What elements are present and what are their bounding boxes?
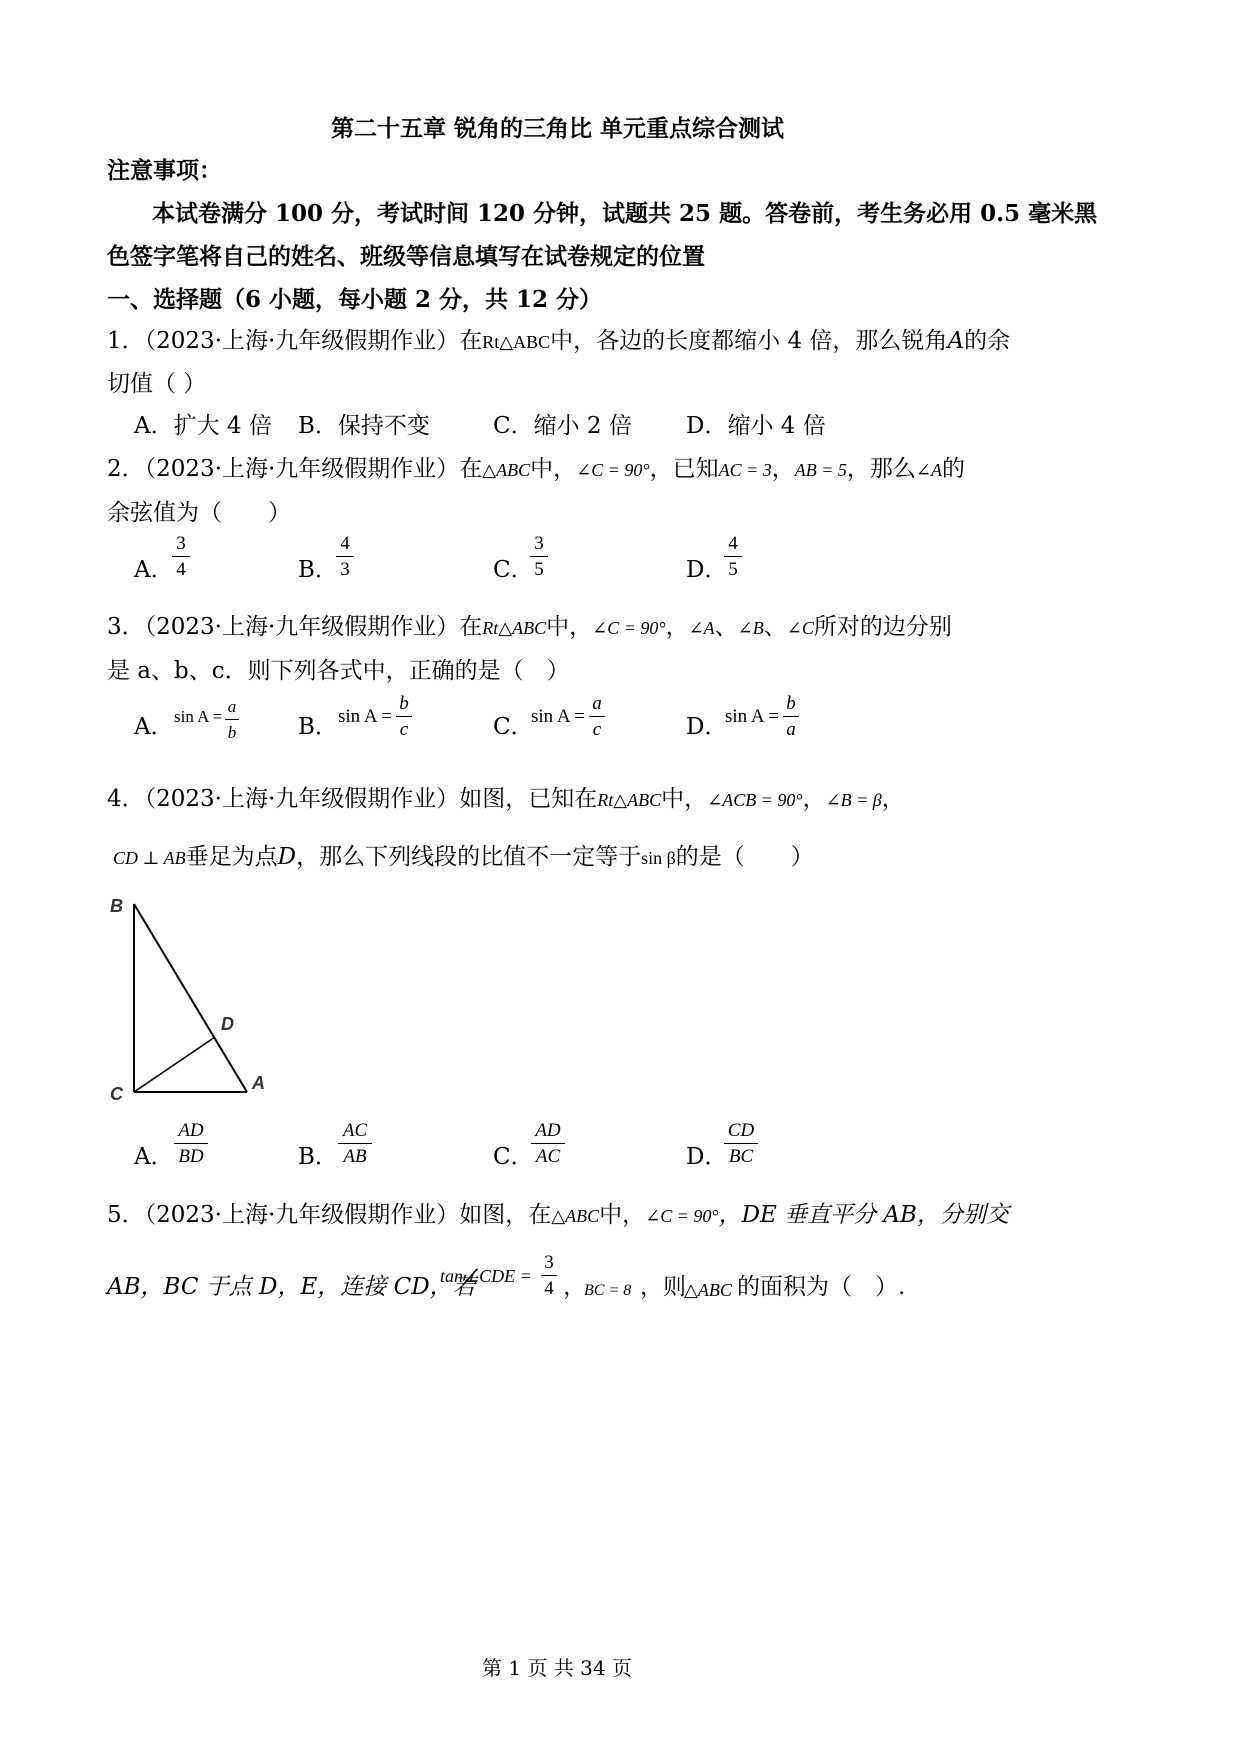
q4-math-angle-b: ∠B = β xyxy=(825,790,882,810)
q3-text-1: 中， xyxy=(546,614,593,640)
q2-math-angle-a: ∠A xyxy=(915,460,942,480)
q2-text-1: 中， xyxy=(530,456,577,482)
q2-option-c-label[interactable]: C． xyxy=(493,557,534,583)
q2-option-a-label[interactable]: A． xyxy=(134,557,174,583)
q3-math-angle-b: ∠B xyxy=(737,618,764,638)
q4-triangle-figure xyxy=(100,888,280,1108)
q4-text-5: ，那么下列线段的比值不一定等于 xyxy=(296,844,642,870)
q4-option-b-fraction[interactable]: AC AB xyxy=(338,1120,372,1167)
q1-option-a[interactable]: A．扩大 4 倍 xyxy=(134,413,272,439)
q2-option-b-fraction[interactable]: 4 3 xyxy=(336,533,354,580)
q4-option-d-label[interactable]: D． xyxy=(686,1144,728,1170)
q3-prefix: 3．（2023·上海·九年级假期作业）在 xyxy=(107,614,483,640)
q2-text-3: ， xyxy=(771,456,795,482)
label-b: B xyxy=(110,896,123,916)
notice-line2: 色签字笔将自己的姓名、班级等信息填写在试卷规定的位置 xyxy=(107,243,705,270)
q4-math-triangle: Rt△ABC xyxy=(597,790,662,810)
q4-prefix: 4．（2023·上海·九年级假期作业）如图，已知在 xyxy=(107,786,598,812)
q4-text-4: 垂足为点 xyxy=(185,844,278,870)
q3-option-a-label[interactable]: A． xyxy=(134,714,174,740)
q3-option-c-lhs[interactable]: sin A = xyxy=(531,706,586,727)
q4-text-2: ， xyxy=(802,786,826,812)
q5-math-angle-c: ∠C = 90° xyxy=(645,1206,719,1226)
question-5 xyxy=(107,1196,1009,1229)
q1-text: 中，各边的长度都缩小 4 倍，那么锐角 xyxy=(550,328,948,354)
q5-tan-fraction: 3 4 xyxy=(541,1252,557,1299)
q4-option-a-label[interactable]: A． xyxy=(134,1144,174,1170)
q3-text-3: 、 xyxy=(714,614,738,640)
q2-option-d-label[interactable]: D． xyxy=(686,557,728,583)
q2-option-b-label[interactable]: B． xyxy=(298,557,338,583)
q4-option-c-label[interactable]: C． xyxy=(493,1144,534,1170)
q3-text-4: 、 xyxy=(763,614,787,640)
q4-math-perp: CD ⊥ AB xyxy=(113,848,186,868)
q5-text-4: ，则 xyxy=(640,1274,686,1300)
q3-option-b-lhs[interactable]: sin A = xyxy=(338,706,393,727)
q2-option-a-fraction[interactable]: 3 4 xyxy=(172,533,190,580)
q3-line2: 是 a、b、c．则下列各式中，正确的是（ ） xyxy=(107,658,570,684)
q4-option-d-fraction[interactable]: CD BC xyxy=(724,1120,758,1167)
q3-option-d-lhs[interactable]: sin A = xyxy=(725,706,780,727)
q1-option-d[interactable]: D．缩小 4 倍 xyxy=(686,413,826,439)
notice-line1: 本试卷满分 100 分，考试时间 120 分钟，试题共 25 题。答卷前，考生务必用 0.5 毫米黑 xyxy=(152,200,1098,227)
q3-text-5: 所对的边分别 xyxy=(813,614,952,640)
q3-option-d-fraction[interactable]: b a xyxy=(783,693,799,740)
question-3 xyxy=(107,608,952,641)
q4-text-6: 的是（ ） xyxy=(675,844,814,870)
q3-math-triangle: Rt△ABC xyxy=(482,618,547,638)
q5-text-1: 中， xyxy=(599,1202,646,1228)
q3-option-b-fraction[interactable]: b c xyxy=(396,693,412,740)
q4-option-b-label[interactable]: B． xyxy=(298,1144,338,1170)
segment-cd xyxy=(134,1037,215,1092)
q5-tan-lhs: tan∠CDE = xyxy=(440,1266,532,1286)
q3-math-angle-a: ∠A xyxy=(688,618,715,638)
q4-option-c-fraction[interactable]: AD AC xyxy=(531,1120,565,1167)
label-d: D xyxy=(221,1014,234,1034)
q4-math-angle-acb: ∠ACB = 90° xyxy=(707,790,803,810)
page-footer: 第 1 页 共 34 页 xyxy=(482,1656,632,1680)
q1-text-end: 的余 xyxy=(964,328,1011,354)
q2-text-4: ，那么 xyxy=(846,456,916,482)
q5-text-5: 的面积为（ ）. xyxy=(737,1274,906,1300)
q1-option-c[interactable]: C．缩小 2 倍 xyxy=(493,413,632,439)
q3-math-angle-c: ∠C = 90° xyxy=(592,618,666,638)
q4-text-3: ， xyxy=(881,786,905,812)
q5-math-triangle: △ABC xyxy=(551,1206,600,1226)
question-1 xyxy=(107,322,1010,355)
q1-line2: 切值（ ） xyxy=(107,371,207,397)
q5-text-2: ，DE 垂直平分 AB，分别交 xyxy=(718,1202,1009,1228)
page-title: 第二十五章 锐角的三角比 单元重点综合测试 xyxy=(331,115,785,142)
question-2 xyxy=(107,450,965,483)
q5-text-3: ， xyxy=(563,1274,586,1300)
q5-prefix: 5．（2023·上海·九年级假期作业）如图，在 xyxy=(107,1202,552,1228)
q3-option-d-label[interactable]: D． xyxy=(686,714,728,740)
q2-line2: 余弦值为（ ） xyxy=(107,500,291,526)
q3-option-c-fraction[interactable]: a c xyxy=(589,693,605,740)
q2-text-2: ，已知 xyxy=(649,456,719,482)
q4-math-sin: sin β xyxy=(641,848,676,868)
question-4 xyxy=(107,780,905,813)
label-a: A xyxy=(252,1073,265,1093)
q2-math-ab: AB = 5 xyxy=(794,460,847,480)
q2-math-angle: ∠C = 90° xyxy=(576,460,650,480)
q5-line2-text: AB，BC 于点 D，E，连接 CD，若 xyxy=(107,1274,476,1300)
q3-option-b-label[interactable]: B． xyxy=(298,714,338,740)
q1-option-b[interactable]: B．保持不变 xyxy=(298,413,430,439)
q3-option-a-fraction[interactable]: a b xyxy=(225,696,239,743)
notice-heading: 注意事项： xyxy=(107,157,222,184)
q1-var: A xyxy=(947,328,965,354)
q1-math: Rt△ABC xyxy=(482,332,551,352)
q2-text-5: 的 xyxy=(941,456,965,482)
q3-math-angle-c2: ∠C xyxy=(786,618,814,638)
q2-option-d-fraction[interactable]: 4 5 xyxy=(724,533,742,580)
q2-math-triangle: △ABC xyxy=(482,460,531,480)
q2-prefix: 2．（2023·上海·九年级假期作业）在 xyxy=(107,456,483,482)
q3-option-a-lhs[interactable]: sin A = xyxy=(174,707,223,726)
q2-math-ac: AC = 3 xyxy=(718,460,772,480)
q4-text-1: 中， xyxy=(661,786,708,812)
label-c: C xyxy=(110,1084,123,1104)
q5-tan-expression xyxy=(440,1266,532,1287)
q3-option-c-label[interactable]: C． xyxy=(493,714,534,740)
q4-line2 xyxy=(113,838,814,871)
q3-text-2: ， xyxy=(665,614,689,640)
section-heading: 一、选择题（6 小题，每小题 2 分，共 12 分） xyxy=(107,286,603,313)
q5-math-triangle2: △ABC xyxy=(684,1280,732,1300)
q5-math-bc: BC = 8 xyxy=(584,1282,632,1299)
segment-ba xyxy=(134,904,247,1092)
q2-option-c-fraction[interactable]: 3 5 xyxy=(530,533,548,580)
q4-option-a-fraction[interactable]: AD BD xyxy=(174,1120,208,1167)
q1-prefix: 1．（2023·上海·九年级假期作业）在 xyxy=(107,328,483,354)
q4-var-d: D xyxy=(277,844,297,870)
